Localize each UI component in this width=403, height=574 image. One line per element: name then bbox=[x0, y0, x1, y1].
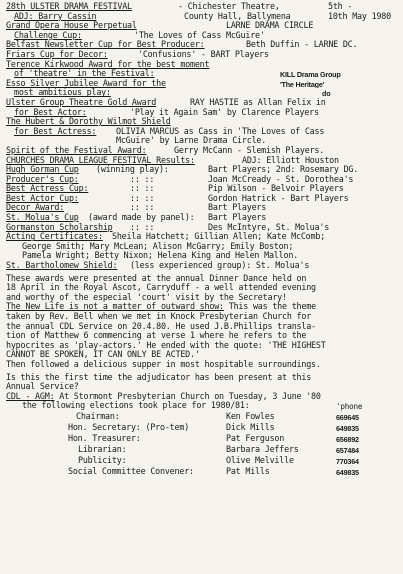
agm-intro bbox=[6, 392, 399, 402]
committee-phone: 649835 bbox=[336, 423, 359, 433]
award-result: Gerry McCann - Slemish Players. bbox=[174, 145, 325, 155]
paragraph-line: 18 April in the Royal Ascot, Carryduff - a well attended evening bbox=[6, 283, 316, 293]
committee-phone: 669645 bbox=[336, 412, 359, 422]
award-name: of 'theatre' in the Festival: bbox=[14, 69, 155, 79]
cdl-note: (award made by panel): bbox=[88, 213, 195, 223]
cdl-row bbox=[6, 184, 399, 194]
certificates-row bbox=[6, 251, 399, 261]
committee-name: Ken Fowles bbox=[226, 411, 275, 421]
cdl-title: CHURCHES DRAMA LEAGUE FESTIVAL Results: bbox=[6, 155, 195, 165]
cdl-row bbox=[6, 165, 399, 175]
certificates-text: George Smith; Mary McLean; Alison McGarry; Emily Boston; bbox=[22, 241, 294, 251]
committee-phone: 649835 bbox=[336, 467, 359, 477]
header-line-2 bbox=[6, 12, 399, 22]
paragraph-line: the annual CDL Service on 20.4.80. He used J.B.Phillips transla- bbox=[6, 321, 316, 331]
date-start: 5th - bbox=[328, 2, 353, 11]
award-row bbox=[6, 146, 399, 156]
committee-row bbox=[6, 456, 399, 467]
paragraph-line: hypocrites as 'play-actors.' He ended with the quote: 'THE HIGHEST bbox=[6, 340, 326, 350]
agm-text: At Stormont Presbyterian Church on Tuesday, 3 June '80 bbox=[54, 391, 321, 401]
award-row bbox=[6, 31, 399, 41]
cdl-result: Joan McCready - St. Dorothea's bbox=[208, 174, 354, 184]
cdl-award: St. Molua's Cup bbox=[6, 213, 79, 223]
agm-text: the following elections took place for 1980/81: bbox=[22, 401, 250, 411]
shield-row bbox=[6, 261, 399, 271]
cdl-adjudicator: ADJ: Elliott Houston bbox=[242, 155, 339, 165]
festival-awards bbox=[6, 21, 399, 155]
award-row bbox=[6, 98, 399, 108]
adjudicator: ADJ: Barry Cassin bbox=[14, 11, 97, 21]
award-row bbox=[6, 60, 399, 70]
committee-role: Hon. Treasurer: bbox=[68, 433, 141, 443]
certificates-label: Acting Certificates: bbox=[6, 232, 103, 242]
paragraph-line: Is this the first time the adjudicator has been present at this bbox=[6, 372, 312, 382]
awards-paragraph bbox=[6, 274, 399, 303]
award-result: McGuire' by Larne Drama Circle. bbox=[116, 136, 267, 146]
new-life-paragraph bbox=[6, 302, 399, 369]
festival-title: 28th ULSTER DRAMA FESTIVAL bbox=[6, 2, 132, 11]
award-name: for Best Actress: bbox=[14, 126, 97, 136]
venue: - Chichester Theatre, bbox=[178, 2, 280, 11]
new-life-text: This was the theme bbox=[223, 302, 316, 312]
paragraph-line: tion of Matthew 6 commencing at verse 1 where he refers to the bbox=[6, 331, 307, 341]
paragraph-line: Then followed a delicious supper in most hospitable surroundings. bbox=[6, 359, 321, 369]
paragraph-line: Annual Service? bbox=[6, 382, 79, 392]
venue-town: County Hall, Ballymena bbox=[184, 11, 291, 21]
award-result: OLIVIA MARCUS as Cass in 'The Loves of Cass bbox=[116, 126, 325, 136]
award-row bbox=[6, 88, 399, 98]
cdl-award: Hugh Gorman Cup bbox=[6, 165, 79, 175]
award-name: most ambitious play: bbox=[14, 88, 111, 98]
award-name: Belfast Newsletter Cup for Best Producer: bbox=[6, 40, 205, 50]
committee-phone: 770364 bbox=[336, 456, 359, 466]
header-line-1 bbox=[6, 2, 399, 12]
committee-name: Pat Mills bbox=[226, 466, 270, 476]
award-result: KILL Drama Group bbox=[280, 70, 341, 79]
date-end: 10th May 1980 bbox=[328, 11, 391, 21]
committee-role: Publicity: bbox=[78, 455, 127, 465]
cdl-award: Decor Award: bbox=[6, 203, 65, 213]
phone-header: 'phone bbox=[336, 402, 363, 411]
agm-section bbox=[6, 392, 399, 478]
award-row bbox=[6, 69, 399, 79]
cdl-row bbox=[6, 203, 399, 213]
award-result: 'The Heritage' bbox=[280, 79, 325, 89]
award-result: Beth Duffin - LARNE DC. bbox=[246, 40, 358, 50]
cdl-heading bbox=[6, 156, 399, 166]
committee-role: Librarian: bbox=[78, 444, 127, 454]
cdl-result: Pip Wilson - Belvoir Players bbox=[208, 184, 344, 194]
paragraph-line: CANNOT BE SPOKEN, IT CAN ONLY BE ACTED.' bbox=[6, 350, 200, 360]
award-row bbox=[6, 79, 399, 89]
award-row bbox=[6, 21, 399, 31]
committee-role: Chairman: bbox=[76, 411, 120, 421]
cdl-result: Bart Players; 2nd: Rosemary DG. bbox=[208, 165, 359, 175]
committee-name: Olive Melville bbox=[226, 455, 294, 465]
cdl-award: Best Actress Cup: bbox=[6, 184, 89, 194]
committee-row bbox=[6, 412, 399, 423]
paragraph-line: These awards were presented at the annual Dinner Dance held on bbox=[6, 273, 307, 283]
committee-name: Pat Ferguson bbox=[226, 433, 285, 443]
cdl-note: :: :: bbox=[130, 203, 155, 213]
committee-phone: 656892 bbox=[336, 434, 359, 444]
cdl-award: Best Actor Cup: bbox=[6, 193, 79, 203]
committee-name: Barbara Jeffers bbox=[226, 444, 299, 454]
cdl-result: Bart Players bbox=[208, 203, 267, 213]
award-result: 'The Loves of Cass McGuire' bbox=[134, 30, 265, 40]
certificates-text: Pamela Wright; Betty Nixon; Helena King and Helen Mallon. bbox=[22, 251, 299, 261]
award-name: Challenge Cup: bbox=[14, 30, 82, 40]
award-name: Grand Opera House Perpetual bbox=[6, 21, 137, 31]
agm-intro bbox=[6, 401, 399, 411]
certificates-row bbox=[6, 232, 399, 242]
award-name: Terence Kirkwood Award for the best moment bbox=[6, 59, 210, 69]
cdl-result: Bart Players bbox=[208, 213, 267, 223]
award-result: 'Play it Again Sam' by Clarence Players bbox=[130, 107, 319, 117]
cdl-award: Gormanston Scholarship bbox=[6, 222, 113, 232]
paragraph-line: taken by Rev. Bell when we met in Knock Presbyterian Church for bbox=[6, 312, 312, 321]
committee-phone: 657484 bbox=[336, 445, 359, 455]
award-row bbox=[6, 127, 399, 137]
cdl-row bbox=[6, 194, 399, 204]
award-name: Ulster Group Theatre Gold Award bbox=[6, 97, 157, 107]
award-row bbox=[6, 136, 399, 146]
paragraph-line: and worthy of the especial 'court' visit by the Secretary! bbox=[6, 292, 287, 302]
committee-role: Hon. Secretary: (Pro-tem) bbox=[68, 422, 190, 432]
award-result: do bbox=[322, 89, 331, 98]
certificates-row bbox=[6, 242, 399, 252]
award-result: RAY HASTIE as Allan Felix in bbox=[190, 97, 326, 107]
committee-list bbox=[6, 412, 399, 478]
cdl-result: Gordon Hatrick - Bart Players bbox=[208, 193, 349, 203]
committee-role: Social Committee Convener: bbox=[68, 466, 194, 476]
award-result: 'Confusions' - BART Players bbox=[138, 49, 269, 59]
cdl-row bbox=[6, 213, 399, 223]
award-row bbox=[6, 40, 399, 50]
cdl-row bbox=[6, 175, 399, 185]
committee-row bbox=[6, 467, 399, 478]
award-name: Friars Cup for Decor: bbox=[6, 49, 108, 59]
question-paragraph bbox=[6, 373, 399, 392]
award-name: Spirit of the Festival Award: bbox=[6, 145, 147, 155]
award-name: The Hubert & Dorothy Wilmot Shield bbox=[6, 117, 171, 127]
committee-row bbox=[6, 445, 399, 456]
paragraph-line bbox=[6, 302, 399, 312]
cdl-note: :: :: bbox=[130, 193, 155, 203]
committee-name: Dick Mills bbox=[226, 422, 275, 432]
shield-label: St. Bartholomew Shield: bbox=[6, 261, 118, 271]
award-name: Esso Silver Jubilee Award for the bbox=[6, 78, 166, 88]
cdl-award: Producer's Cup: bbox=[6, 174, 79, 184]
cdl-note: (winning play): bbox=[96, 165, 169, 175]
cdl-note: :: :: bbox=[130, 222, 155, 232]
cdl-note: :: :: bbox=[130, 184, 155, 194]
cdl-row bbox=[6, 223, 399, 233]
committee-row bbox=[6, 434, 399, 445]
cdl-result: Des McIntyre, St. Molua's bbox=[208, 222, 330, 232]
certificates-text: Sheila Hatchett; Gillian Allen; Kate McComb; bbox=[112, 232, 326, 242]
award-row bbox=[6, 117, 399, 127]
award-row bbox=[6, 108, 399, 118]
award-result: LARNE DRAMA CIRCLE bbox=[226, 21, 314, 31]
cdl-note: :: :: bbox=[130, 174, 155, 184]
new-life-heading: The New Life is not a matter of outward show: bbox=[6, 302, 224, 312]
cdl-results bbox=[6, 165, 399, 271]
committee-row bbox=[6, 423, 399, 434]
award-name: for Best Actor: bbox=[14, 107, 87, 117]
award-row bbox=[6, 50, 399, 60]
shield-text: (less experienced group): St. Molua's bbox=[130, 261, 310, 271]
agm-heading: CDL - AGM: bbox=[6, 391, 55, 401]
